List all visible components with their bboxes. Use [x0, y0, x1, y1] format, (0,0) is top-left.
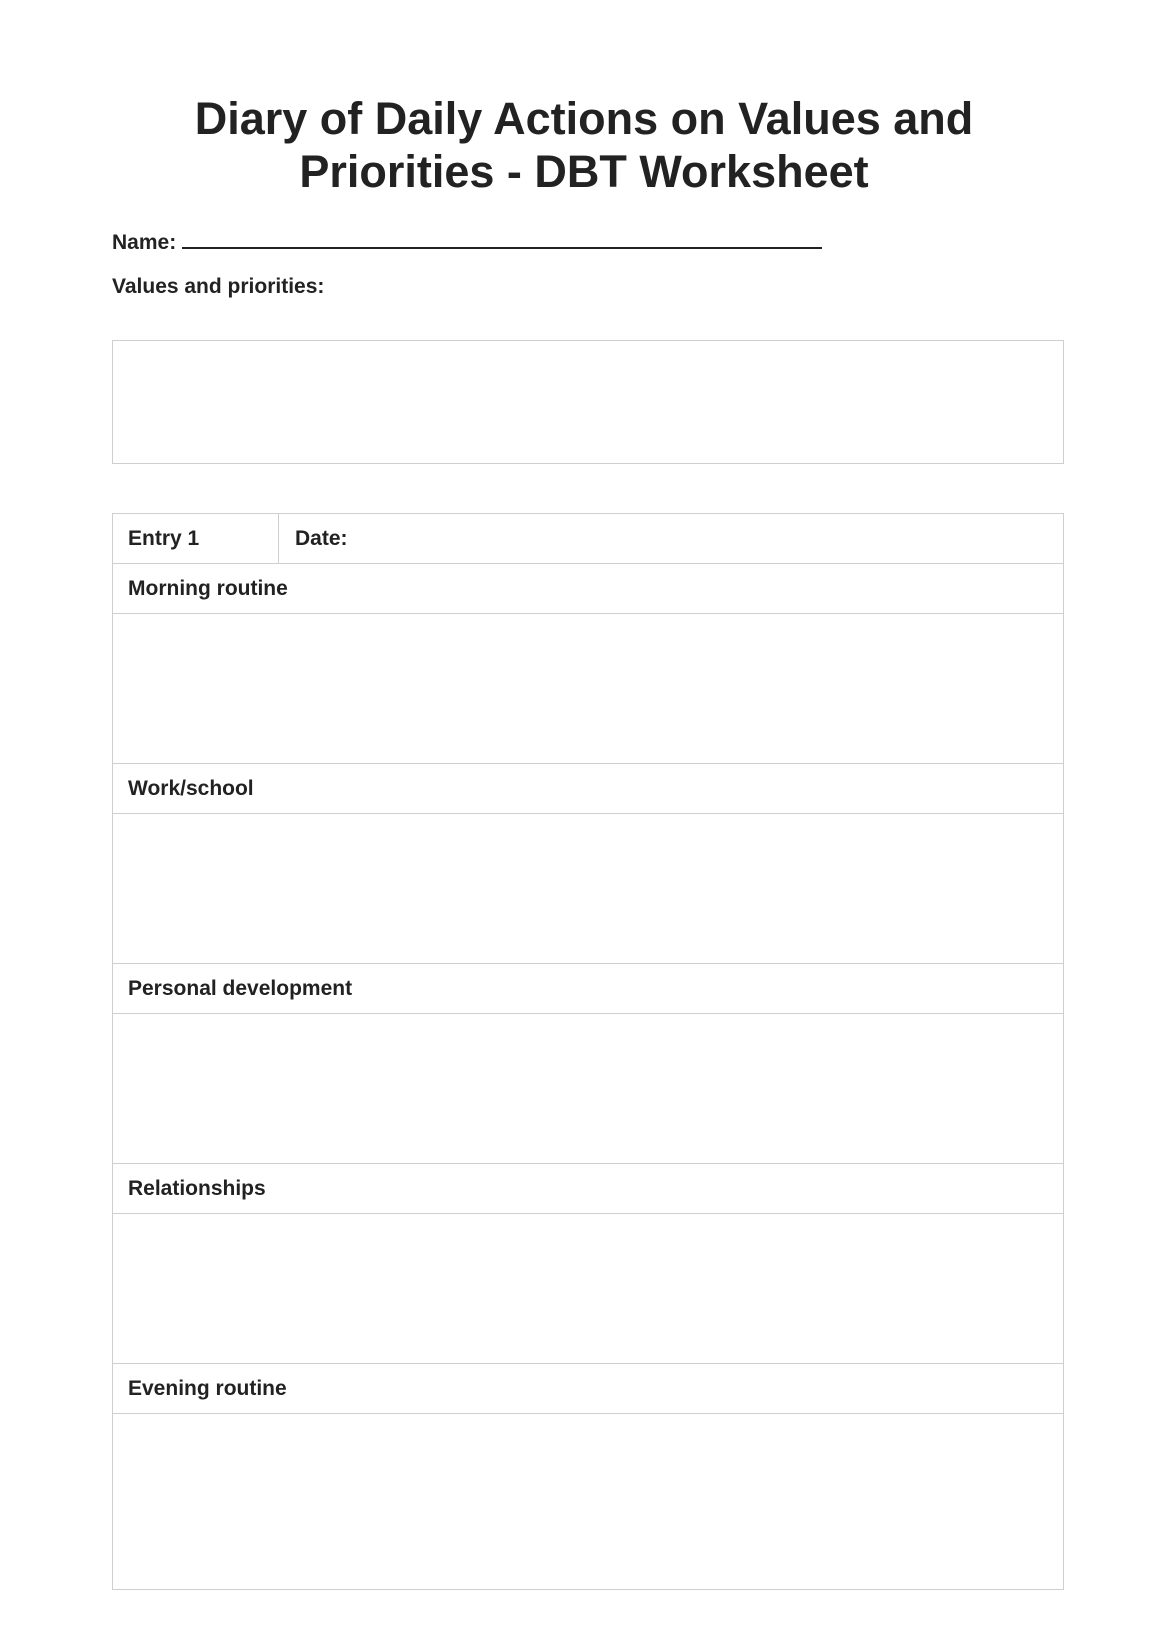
entry-table — [112, 513, 1064, 1590]
section-input-personal-development[interactable] — [113, 1014, 1063, 1164]
entry-number: Entry 1 — [113, 514, 279, 563]
date-label: Date: — [295, 526, 348, 550]
section-label-relationships: Relationships — [113, 1164, 1063, 1214]
section-input-morning-routine[interactable] — [113, 614, 1063, 764]
section-label-personal-development: Personal development — [113, 964, 1063, 1014]
date-field[interactable] — [279, 514, 1063, 563]
name-field[interactable] — [182, 229, 822, 249]
name-row — [112, 228, 822, 258]
name-label: Name: — [112, 231, 177, 254]
section-label-morning-routine: Morning routine — [113, 564, 1063, 614]
page-title — [112, 92, 1056, 198]
values-input-box[interactable] — [112, 340, 1064, 464]
title-line-2: Priorities - DBT Worksheet — [299, 146, 869, 197]
values-label: Values and priorities: — [112, 275, 325, 298]
section-input-work-school[interactable] — [113, 814, 1063, 964]
section-label-evening-routine: Evening routine — [113, 1364, 1063, 1414]
entry-header-row — [113, 514, 1063, 564]
title-line-1: Diary of Daily Actions on Values and — [194, 93, 974, 144]
section-label-work-school: Work/school — [113, 764, 1063, 814]
section-input-evening-routine[interactable] — [113, 1414, 1063, 1589]
section-input-relationships[interactable] — [113, 1214, 1063, 1364]
